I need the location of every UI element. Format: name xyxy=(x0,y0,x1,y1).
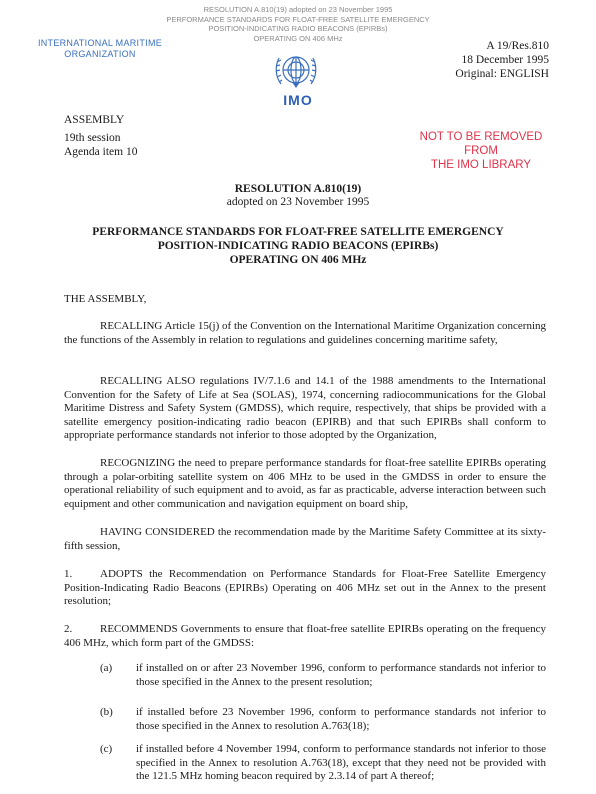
resolution-heading-line-3: OPERATING ON 406 MHz xyxy=(229,254,367,266)
library-stamp-line-2: FROM xyxy=(464,145,498,157)
document-date: 18 December 1995 xyxy=(461,54,549,66)
sub-item-a-text: if installed on or after 23 November 1996, conform to performance standards not inferior to those specified in the Annex to the present resolution; xyxy=(136,662,546,688)
paragraph-recalling-also: RECALLING ALSO regulations IV/7.1.6 and 14.1 of the 1988 amendments to the International Convention for the Safety of Life at Sea (SOLAS), 1974, concerning radiocommunications for the Global Maritime Distress and Safety System (GMDSS), which require, respectively, that ships be provided with a satellite emergency position-indicating radio beacon (EPIRB) and that such EPIRBs shall conform to appropriate performance standards not inferior to those adopted by the Organization, xyxy=(64,375,546,441)
sub-item-b-text: if installed before 23 November 1996, conform to performance standards not inferior to those specified in the Annex to resolution A.763(18); xyxy=(136,706,546,732)
resolution-heading-line-1: PERFORMANCE STANDARDS FOR FLOAT-FREE SATELLITE EMERGENCY xyxy=(92,226,504,238)
document-symbol: A 19/Res.810 xyxy=(486,40,549,52)
paragraph-recalling: RECALLING Article 15(j) of the Convention on the International Maritime Organization concerning the functions of the Assembly in relation to regulations and guidelines concerning maritime safety, xyxy=(64,320,546,346)
sub-item-c-text: if installed before 4 November 1994, conform to performance standards not inferior to those specified in the Annex to resolution A.763(18), except that they need not be provided with the 121.5 MHz homing beacon required by 2.3.14 of part A thereof; xyxy=(136,743,546,782)
operative-paragraph-2: RECOMMENDS Governments to ensure that float-free satellite EPIRBs operating on the frequency 406 MHz, which form part of the GMDSS: xyxy=(64,623,546,649)
assembly-block xyxy=(64,113,137,159)
document-reference xyxy=(455,39,549,81)
library-stamp-line-3: THE IMO LIBRARY xyxy=(430,159,532,171)
paragraph-having-considered: HAVING CONSIDERED the recommendation made by the Maritime Safety Committee at its sixty-fifth session, xyxy=(64,526,546,552)
document-language: Original: ENGLISH xyxy=(455,68,549,80)
library-stamp-line-1: NOT TO BE REMOVED xyxy=(419,131,543,143)
resolution-heading xyxy=(0,225,596,267)
opening-line: THE ASSEMBLY, xyxy=(64,293,147,305)
running-header-line-3: POSITION-INDICATING RADIO BEACONS (EPIRBs) xyxy=(208,24,388,33)
running-header-line-4: OPERATING ON 406 MHz xyxy=(253,33,343,43)
resolution-heading-line-2: POSITION-INDICATING RADIO BEACONS (EPIRBs) xyxy=(157,240,439,252)
operative-paragraph-1: ADOPTS the Recommendation on Performance Standards for Float-Free Satellite Emergency Position-Indicating Radio Beacons (EPIRBs) Operating on 406 MHz set out in the Annex to the present resolution; xyxy=(64,568,546,607)
organization-name-line-1: INTERNATIONAL MARITIME xyxy=(37,38,163,48)
assembly-session: 19th session xyxy=(64,132,121,144)
sub-item-b-label: (b) xyxy=(100,706,113,718)
operative-number-1: 1. xyxy=(64,568,73,580)
library-stamp xyxy=(416,130,546,172)
imo-logo-word: IMO xyxy=(283,92,313,108)
running-header-line-2: PERFORMANCE STANDARDS FOR FLOAT-FREE SATELLITE EMERGENCY xyxy=(166,14,430,24)
sub-item-c-label: (c) xyxy=(100,743,113,755)
operative-number-2: 2. xyxy=(64,623,73,635)
paragraph-recognizing: RECOGNIZING the need to prepare performance standards for float-free satellite EPIRBs operating through a polar-orbiting satellite system on 406 MHz to be used in the GMDSS in order to ensure the operational reliability of such equipment and to avoid, as far as practicable, adverse interaction between such equipment and other communication and navigation equipment on board ship, xyxy=(64,457,546,510)
assembly-agenda: Agenda item 10 xyxy=(64,146,138,158)
assembly-title: ASSEMBLY xyxy=(64,114,125,126)
resolution-adopted-date: adopted on 23 November 1995 xyxy=(226,196,370,208)
sub-item-a-label: (a) xyxy=(100,662,113,674)
organization-name xyxy=(30,38,170,60)
resolution-title: RESOLUTION A.810(19) xyxy=(234,183,362,195)
organization-name-line-2: ORGANIZATION xyxy=(64,49,136,59)
running-header-line-1: RESOLUTION A.810(19) adopted on 23 November 1995 xyxy=(203,5,393,14)
